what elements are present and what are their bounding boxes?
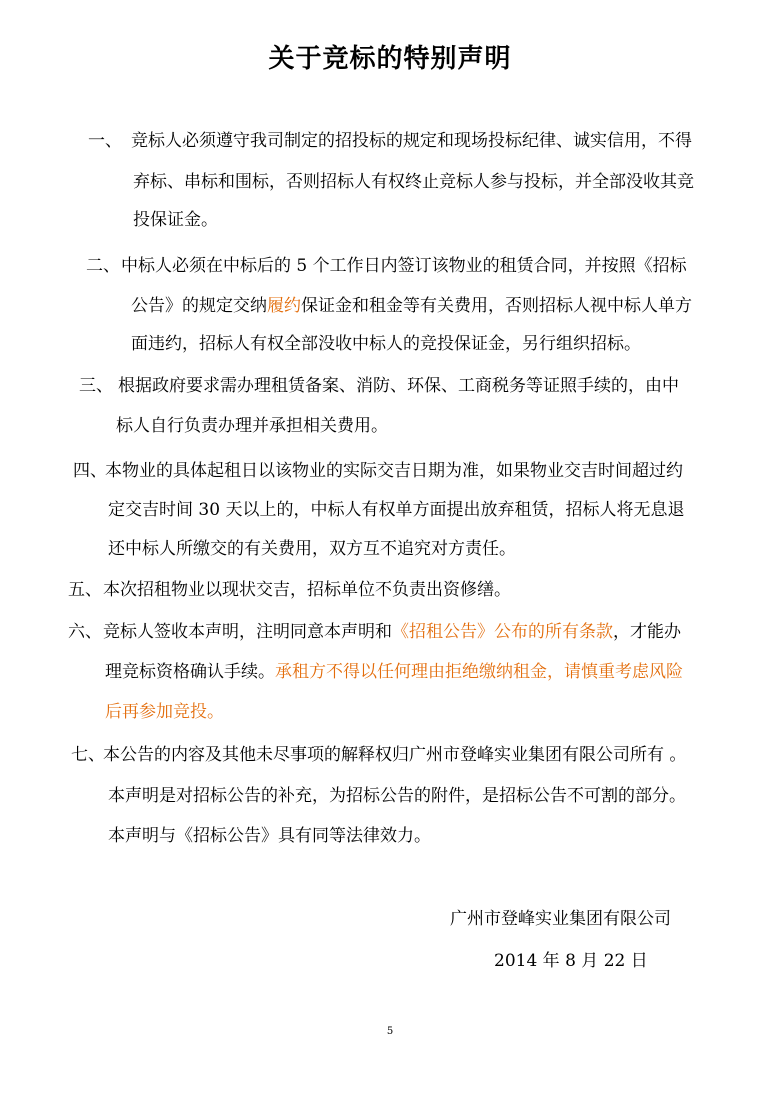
item-text-line (105, 662, 683, 682)
text-segment: 根据政府要求需办理租赁备案、消防、环保、工商税务等证照手续的，由中 (118, 376, 679, 396)
item-text-line (133, 172, 694, 192)
document-title: 关于竞标的特别声明 (268, 44, 512, 74)
text-segment: 本次招租物业以现状交吉，招标单位不负责出资修缮。 (103, 580, 511, 600)
text-segment: 标人自行负责办理并承担相关费用。 (116, 416, 388, 436)
item-text-line (105, 702, 224, 722)
item-number: 四、 (73, 461, 107, 481)
text-segment: 中标人必须在中标后的 5 个工作日内签订该物业的租赁合同，并按照《招标 (121, 256, 687, 276)
item-text-line (131, 131, 692, 151)
item-text-line (133, 210, 218, 230)
item-text-line (103, 622, 681, 642)
item-number: 六、 (68, 622, 102, 642)
text-segment: 保证金和租金等有关费用，否则招标人视中标人单方 (301, 296, 692, 316)
signature-date: 2014 年 8 月 22 日 (494, 951, 648, 971)
item-text-line (131, 296, 692, 316)
highlighted-text: 后再参加竞投。 (105, 702, 224, 722)
text-segment: 弃标、串标和围标，否则招标人有权终止竞标人参与投标，并全部没收其竞 (133, 172, 694, 192)
item-text-line (105, 461, 683, 481)
text-segment: 公告》的规定交纳 (131, 296, 267, 316)
item-number: 二、 (86, 256, 120, 276)
item-text-line (121, 256, 687, 276)
item-text-line (103, 580, 511, 600)
signature-company: 广州市登峰实业集团有限公司 (450, 909, 671, 929)
text-segment: 还中标人所缴交的有关费用，双方互不追究对方责任。 (108, 539, 516, 559)
text-segment: 本声明与《招标公告》具有同等法律效力。 (108, 826, 431, 846)
item-text-line (118, 376, 679, 396)
text-segment: 竞标人必须遵守我司制定的招投标的规定和现场投标纪律、诚实信用，不得 (131, 131, 692, 151)
item-number: 五、 (68, 580, 102, 600)
item-text-line (103, 745, 686, 765)
item-text-line (131, 334, 641, 354)
item-text-line (108, 539, 516, 559)
page-number: 5 (386, 1026, 394, 1037)
text-segment: ，才能办 (613, 622, 681, 642)
item-number: 三、 (79, 376, 113, 396)
text-segment: 投保证金。 (133, 210, 218, 230)
item-number: 七、 (71, 745, 105, 765)
highlighted-text: 《招租公告》公布的所有条款 (392, 622, 613, 642)
text-segment: 本声明是对招标公告的补充，为招标公告的附件，是招标公告不可割的部分。 (108, 786, 686, 806)
item-text-line (108, 826, 431, 846)
text-segment: 定交吉时间 30 天以上的，中标人有权单方面提出放弃租赁，招标人将无息退 (108, 500, 685, 520)
text-segment: 面违约，招标人有权全部没收中标人的竞投保证金，另行组织招标。 (131, 334, 641, 354)
item-text-line (108, 500, 684, 520)
item-text-line (108, 786, 686, 806)
highlighted-text: 承租方不得以任何理由拒绝缴纳租金，请慎重考虑风险 (275, 662, 683, 682)
text-segment: 本物业的具体起租日以该物业的实际交吉日期为准，如果物业交吉时间超过约 (105, 461, 683, 481)
item-number: 一、 (88, 131, 122, 151)
text-segment: 本公告的内容及其他未尽事项的解释权归广州市登峰实业集团有限公司所有 。 (103, 745, 687, 765)
text-segment: 竞标人签收本声明，注明同意本声明和 (103, 622, 392, 642)
item-text-line (116, 416, 388, 436)
text-segment: 理竞标资格确认手续。 (105, 662, 275, 682)
highlighted-text: 履约 (267, 296, 301, 316)
